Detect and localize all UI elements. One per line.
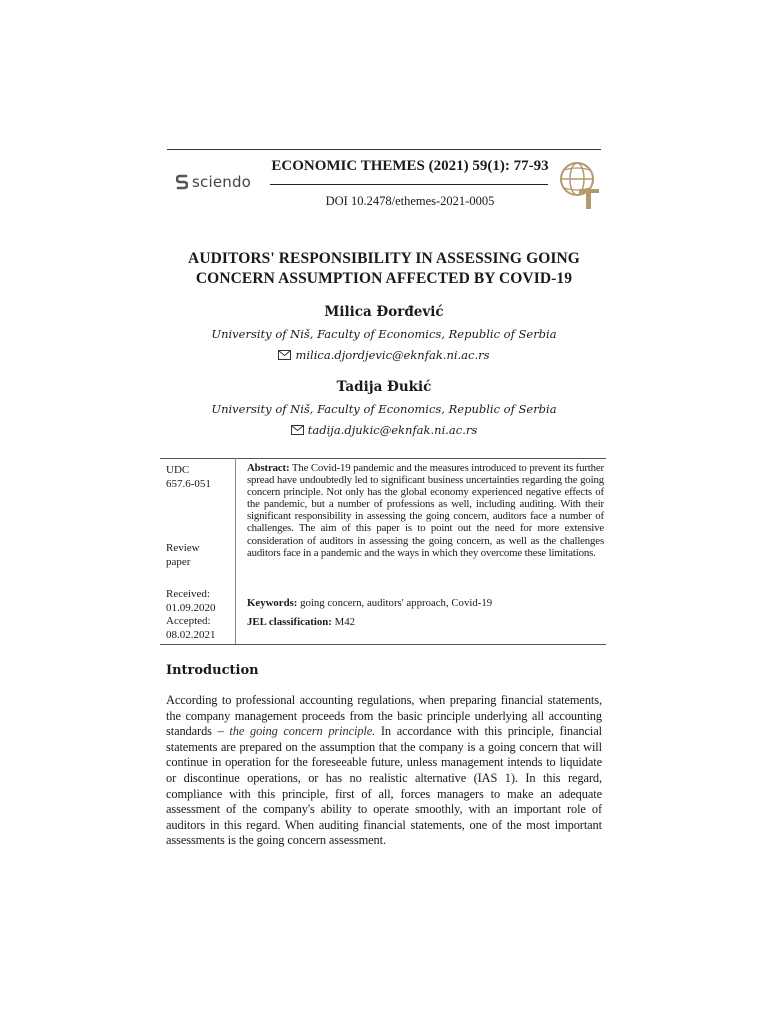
publisher-name: sciendo [192, 173, 252, 191]
paper-title-line-2: CONCERN ASSUMPTION AFFECTED BY COVID-19 [195, 270, 573, 287]
envelope-icon [291, 424, 304, 438]
paper-title [150, 249, 618, 289]
abstract [247, 462, 604, 559]
introduction-heading: Introduction [166, 663, 259, 678]
intro-text-before: According to professional accounting regulations, when preparing financial statements, the company management proceeds from the basic principle underlying all accounting standards – [166, 693, 602, 739]
keywords-text: going concern, auditors' approach, Covid-19 [300, 597, 493, 609]
jel-label: JEL classification: [247, 616, 332, 628]
keywords [247, 597, 604, 609]
journal-globe-icon [555, 159, 603, 215]
received-label: Received: [166, 588, 210, 600]
author-affiliation: University of Niš, Faculty of Economics, Republic of Serbia [211, 402, 557, 416]
meta-bottom-rule [160, 644, 606, 645]
dates-block [166, 588, 232, 642]
paper-title-line-1: AUDITORS' RESPONSIBILITY IN ASSESSING GOING [188, 250, 580, 267]
author-email [150, 348, 618, 363]
doi: DOI 10.2478/ethemes-2021-0005 [325, 194, 495, 208]
meta-divider [235, 458, 236, 644]
introduction-paragraph [166, 693, 602, 849]
sciendo-s-icon [176, 174, 188, 190]
paper-type [166, 542, 232, 569]
envelope-icon [278, 349, 291, 363]
received-date: 01.09.2020 [166, 601, 216, 614]
intro-text-emphasis: the going concern principle. [229, 724, 376, 739]
author-affiliation: University of Niš, Faculty of Economics, Republic of Serbia [211, 327, 557, 341]
header-top-rule [167, 149, 601, 150]
sciendo-logo [176, 173, 251, 191]
udc-block [166, 464, 232, 491]
author-name: Tadija Đukić [336, 379, 432, 395]
paper-type-line-2: paper [166, 555, 191, 568]
author-email [150, 423, 618, 438]
accepted-label: Accepted: [166, 615, 211, 627]
accepted-date: 08.02.2021 [166, 628, 216, 641]
meta-top-rule [160, 458, 606, 459]
keywords-label: Keywords: [247, 597, 298, 609]
journal-citation: ECONOMIC THEMES (2021) 59(1): 77-93 [271, 158, 549, 174]
udc-label: UDC [166, 464, 190, 476]
header-mid-rule [270, 184, 548, 185]
abstract-text: The Covid-19 pandemic and the measures introduced to prevent its further spread have undoubtedly led to significant business uncertainties regarding the going concern principle. Not only has the global economy experienced negative effects of the pandemic, but a number of professions as well, including auditing. With their significant responsibility in assessing the going concern, auditors face a number of challenges. The aim of this paper is to point out the need for more extensive consideration of auditors in assessing the going concern, as well as the challenges auditors face in a pandemic and the ways in which they overcome these limitations. [247, 462, 604, 559]
author-name: Milica Đorđević [324, 304, 444, 320]
author-email-address[interactable]: tadija.djukic@eknfak.ni.ac.rs [307, 423, 478, 437]
author-email-address[interactable]: milica.djordjevic@eknfak.ni.ac.rs [295, 348, 490, 362]
paper-type-line-1: Review [166, 542, 200, 554]
abstract-label: Abstract: [247, 462, 290, 474]
jel-text: M42 [334, 616, 355, 628]
udc-value: 657.6-051 [166, 477, 211, 490]
jel-classification [247, 616, 604, 628]
intro-text-after: In accordance with this principle, financial statements are prepared on the assumption that the company is a going concern that will continue in operation for the foreseeable future, unless management intends to liquidate or discontinue operations, or has no realistic alternative (IAS 1). In this regard, compliance with this principle, first of all, forces managers to make an adequate assessment of the company's ability to operate smoothly, with an important role of auditors in this regard. When auditing financial statements, one of the most important assessments is the going concern assessment. [166, 724, 602, 848]
